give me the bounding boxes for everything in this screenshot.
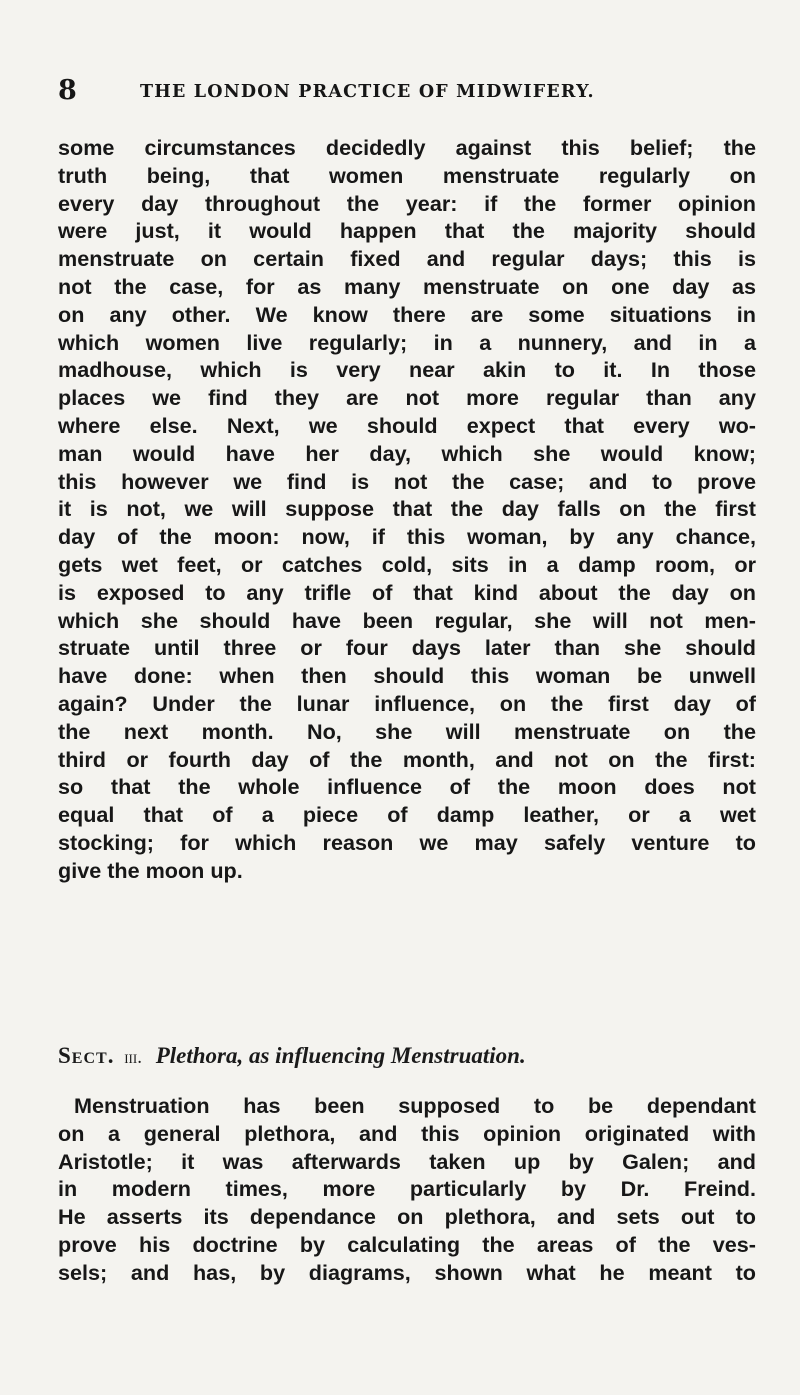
text-line: in modern times, more particularly by Dr. Freind. [58,1176,756,1202]
section-number: iii. [124,1047,142,1068]
text-line: where else. Next, we should expect that every wo- [58,412,756,438]
text-line: Menstruation has been supposed to be dependant [74,1093,756,1118]
text-line: sels; and has, by diagrams, shown what he meant to [58,1259,756,1285]
text-line: give the moon up. [58,857,243,883]
text-line: gets wet feet, or catches cold, sits in a damp room, or [58,551,756,577]
text-line: the next month. No, she will menstruate on the [58,718,756,744]
text-line: Aristotle; it was afterwards taken up by Galen; and [58,1148,756,1174]
text-line: menstruate on certain fixed and regular days; this is [58,246,756,272]
text-line: truth being, that women menstruate regularly on [58,162,756,188]
text-line: prove his doctrine by calculating the areas of the ves- [58,1231,756,1257]
paragraph-2 [58,1092,756,1287]
text-line: places we find they are not more regular than any [58,385,756,411]
page-number: 8 [58,75,78,106]
text-line: some circumstances decidedly against this belief; the [58,135,756,160]
text-line: man would have her day, which she would know; [58,440,756,466]
text-line: not the case, for as many menstruate on one day as [58,273,756,299]
text-line: on a general plethora, and this opinion originated with [58,1120,756,1146]
text-line: struate until three or four days later than she should [58,635,756,661]
text-line: which she should have been regular, she will not men- [58,607,756,633]
text-line: every day throughout the year: if the former opinion [58,190,756,216]
text-line: it is not, we will suppose that the day falls on the first [58,496,756,522]
text-line: stocking; for which reason we may safely venture to [58,829,756,855]
running-head [58,74,778,108]
text-line: this however we find is not the case; and to prove [58,468,756,494]
text-line: madhouse, which is very near akin to it. In those [58,357,756,383]
text-line: is exposed to any trifle of that kind about the day on [58,579,756,605]
text-line: have done: when then should this woman be unwell [58,663,756,689]
text-line: third or fourth day of the month, and not on the first: [58,746,756,772]
text-line: so that the whole influence of the moon does not [58,774,756,800]
running-head-title: THE LONDON PRACTICE OF MIDWIFERY. [140,82,595,102]
section-heading [58,1042,756,1072]
text-line: He asserts its dependance on plethora, and sets out to [58,1204,756,1230]
text-line: on any other. We know there are some situations in [58,301,756,327]
text-line: which women live regularly; in a nunnery, and in a [58,329,756,355]
section-label: Sect. [58,1043,115,1068]
text-line: again? Under the lunar influence, on the first day of [58,690,756,716]
paragraph-1 [58,134,756,885]
text-line: equal that of a piece of damp leather, or a wet [58,802,756,828]
text-line: day of the moon: now, if this woman, by any chance, [58,524,756,550]
text-line: were just, it would happen that the majority should [58,218,756,244]
section-title: Plethora, as influencing Menstruation. [155,1043,526,1068]
